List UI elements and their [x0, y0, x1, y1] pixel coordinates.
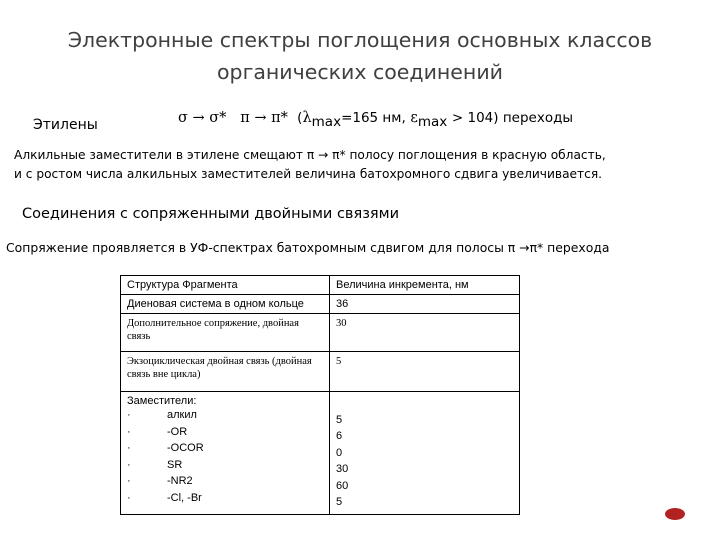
substituent-value-list — [336, 412, 513, 511]
list-item — [127, 424, 323, 441]
bullet: · — [127, 458, 131, 471]
slide-nav-button[interactable] — [665, 508, 685, 520]
header-increment: Величина инкремента, нм — [330, 276, 520, 295]
substituent-name: -OCOR — [167, 442, 204, 454]
substituents-label: Заместители: — [127, 395, 197, 407]
sigma-transition: σ → σ* — [178, 110, 227, 126]
bullet: · — [127, 409, 131, 421]
slide-title-line-2: органических соединений — [217, 60, 503, 84]
substituents-cell — [121, 392, 330, 515]
slide-title-line-1: Электронные спектры поглощения основных классов — [67, 28, 653, 52]
paren-open: ( — [297, 110, 303, 126]
list-item — [127, 490, 323, 507]
epsilon-symbol: ε — [410, 110, 418, 126]
table-row — [121, 352, 520, 392]
conjugation-statement: Сопряжение проявляется в УФ-спектрах батохромным сдвигом для полосы π →π* перехода — [6, 240, 610, 255]
row-structure: Диеновая система в одном кольце — [121, 295, 330, 314]
epsilon-value: > 104) переходы — [451, 110, 574, 126]
list-item — [127, 457, 323, 474]
substituent-name: алкил — [167, 409, 197, 421]
substituent-value: 5 — [336, 496, 343, 508]
substituent-values-cell — [330, 392, 520, 515]
bullet: · — [127, 442, 131, 454]
substituent-name: -Cl, -Br — [167, 491, 202, 504]
section-heading: Соединения с сопряженными двойными связями — [22, 206, 399, 222]
lambda-max-subscript: max — [311, 113, 342, 130]
substituent-name: -OR — [167, 425, 188, 438]
row-value: 36 — [330, 295, 520, 314]
slide-title — [20, 24, 700, 88]
row-value: 5 — [330, 352, 520, 392]
bullet: · — [127, 475, 131, 487]
lambda-value: =165 нм, — [341, 110, 406, 126]
substituent-name: SR — [167, 458, 183, 471]
epsilon-max-subscript: max — [417, 113, 448, 130]
substituent-value: 60 — [336, 479, 349, 492]
substituent-value: 0 — [336, 446, 343, 459]
row-structure: Дополнительное сопряжение, двойная связь — [121, 314, 330, 352]
substituent-list — [127, 407, 323, 506]
compound-class-label: Этилены — [33, 117, 98, 133]
row-value: 30 — [330, 314, 520, 352]
transitions-line — [178, 110, 573, 130]
substituent-value: 30 — [336, 463, 349, 475]
pi-transition: π → π* — [240, 110, 288, 126]
list-item — [127, 473, 323, 490]
header-structure: Структура Фрагмента — [121, 276, 330, 295]
substituent-value: 6 — [336, 430, 343, 442]
bullet: · — [127, 425, 131, 438]
increment-table — [120, 275, 520, 515]
lambda-symbol: λ — [302, 110, 312, 126]
substituent-name: -NR2 — [167, 475, 193, 487]
alkyl-substituent-paragraph: Алкильные заместители в этилене смещают π → π* полосу поглощения в красную область, и с ростом числа алкильных заместителей величина батохромного сдвига увеличивается. — [14, 148, 606, 181]
substituent-value: 5 — [336, 413, 343, 426]
table-row — [121, 295, 520, 314]
list-item — [127, 407, 323, 424]
table-header-row — [121, 276, 520, 295]
table-row-substituents — [121, 392, 520, 515]
list-item — [127, 440, 323, 457]
row-structure: Экзоциклическая двойная связь (двойная связь вне цикла) — [121, 352, 330, 392]
bullet: · — [127, 491, 131, 504]
table-row — [121, 314, 520, 352]
